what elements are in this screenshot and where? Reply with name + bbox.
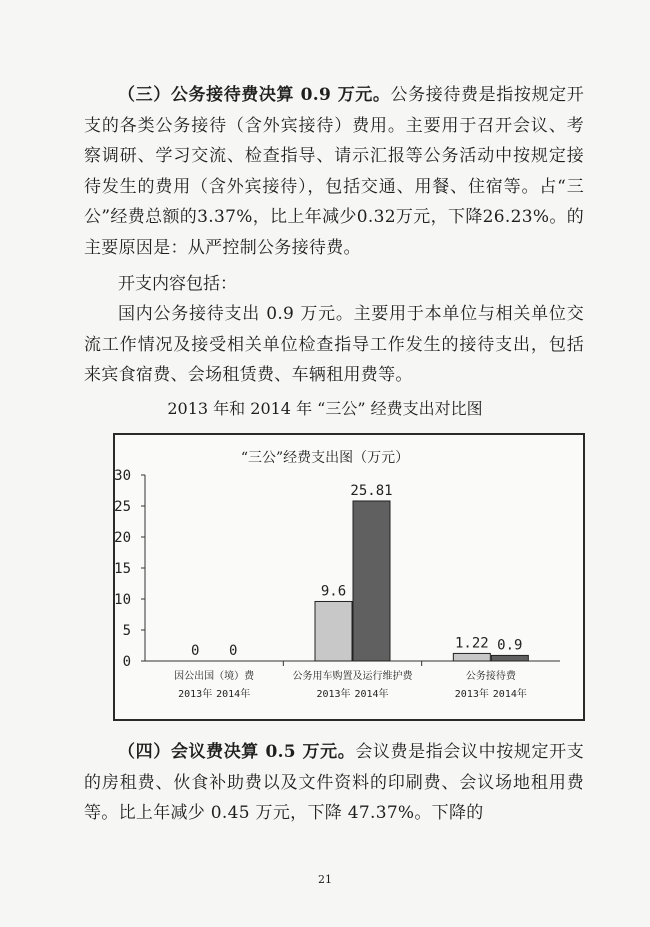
domestic-reception-paragraph: 国内公务接待支出 0.9 万元。主要用于本单位与相关单位交流工作情况及接受相关单位检查指导工作发生的接待支出，包括来宾食宿费、会场租赁费、车辆租用费等。 bbox=[84, 304, 584, 385]
y-tick-label: 0 bbox=[122, 654, 131, 670]
bar bbox=[453, 653, 490, 661]
section-4-heading: （四）会议费决算 0.5 万元。 bbox=[118, 742, 356, 762]
year-label: 2014年 bbox=[492, 689, 527, 700]
y-tick-label: 15 bbox=[114, 561, 131, 577]
data-label: 0 bbox=[190, 643, 200, 659]
data-label: 25.81 bbox=[350, 482, 393, 499]
section-4-text: 会议费是指会议中按规定开支的房租费、伙食补助费以及文件资料的印刷费、会议场地租用费等。比上年减少 0.45 万元，下降 47.37%。下降的 bbox=[84, 742, 584, 823]
y-tick-label: 30 bbox=[114, 468, 131, 484]
year-label: 2013年 bbox=[178, 689, 213, 700]
y-tick-label: 20 bbox=[114, 530, 131, 546]
bar bbox=[315, 601, 352, 661]
bar bbox=[353, 501, 390, 661]
category-label: 因公出国（境）费 bbox=[174, 671, 255, 682]
category-label: 公务用车购置及运行维护费 bbox=[292, 671, 413, 682]
bar bbox=[491, 655, 528, 661]
y-tick-label: 25 bbox=[114, 499, 131, 515]
section-3-heading: （三）公务接待费决算 0.9 万元。 bbox=[118, 85, 391, 105]
y-tick-label: 5 bbox=[122, 623, 131, 639]
data-label: 0 bbox=[228, 643, 238, 659]
expense-intro: 开支内容包括： bbox=[118, 274, 237, 294]
page-number: 21 bbox=[318, 873, 332, 886]
category-label: 公务接待费 bbox=[465, 671, 516, 682]
figure-caption: 2013 年和 2014 年 “三公” 经费支出对比图 bbox=[167, 399, 483, 418]
chart-title: “三公”经费支出图（万元） bbox=[240, 450, 410, 466]
y-tick-label: 10 bbox=[114, 592, 131, 608]
data-label: 1.22 bbox=[454, 635, 489, 652]
year-label: 2014年 bbox=[216, 689, 251, 700]
data-label: 9.6 bbox=[320, 583, 347, 600]
year-label: 2013年 bbox=[454, 689, 489, 700]
section-3-text: 公务接待费是指按规定开支的各类公务接待（含外宾接待）费用。主要用于召开会议、考察调研、学习交流、检查指导、请示汇报等公务活动中按规定接待发生的费用（含外宾接待），包括交通、用餐、住宿等。占“三公”经费总额的3.37%，比上年减少0.32万元，下降26.23%。的主要原因是：从严控制公务接待费。 bbox=[84, 85, 584, 258]
data-label: 0.9 bbox=[497, 637, 523, 654]
year-label: 2013年 bbox=[316, 689, 351, 700]
year-label: 2014年 bbox=[354, 689, 389, 700]
section-4-paragraph bbox=[84, 737, 584, 829]
